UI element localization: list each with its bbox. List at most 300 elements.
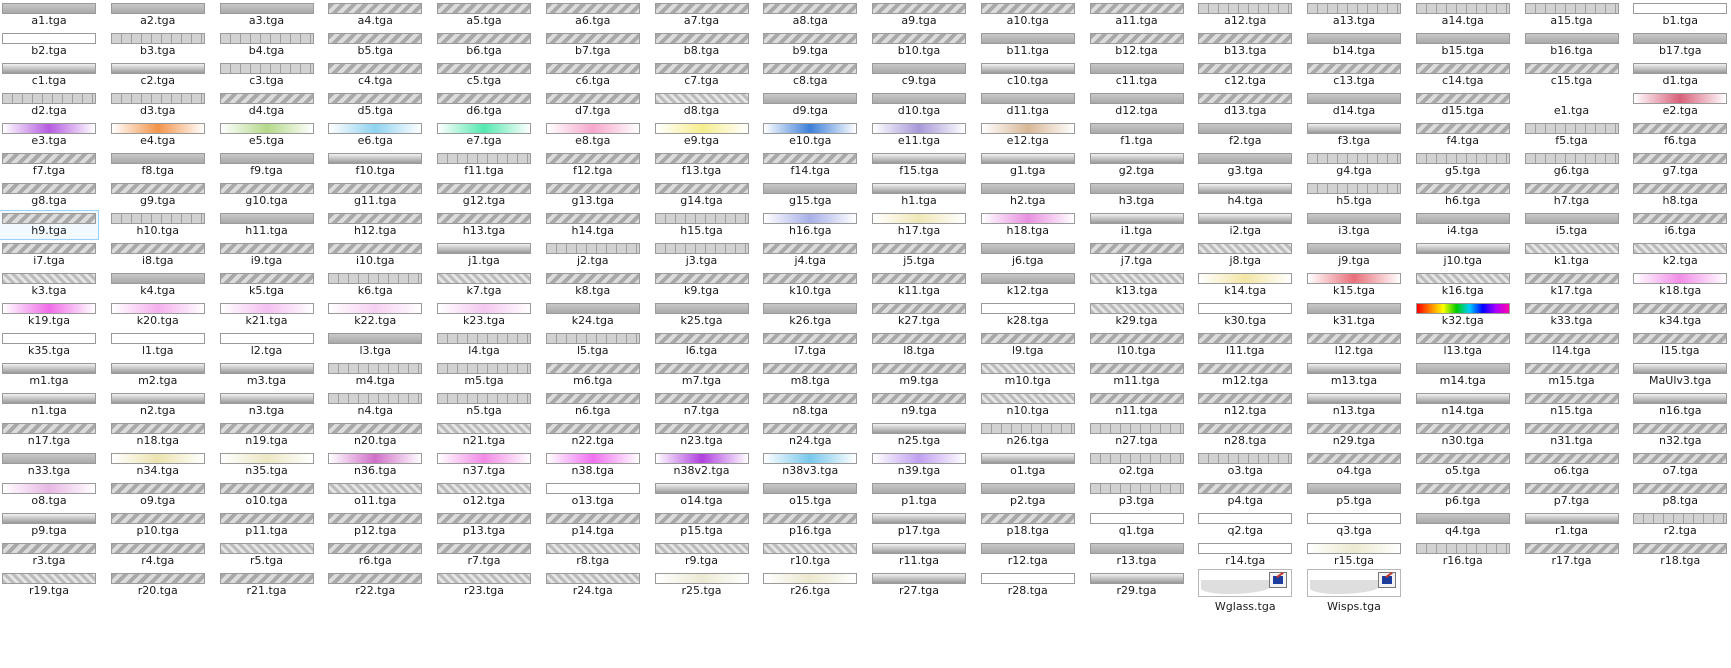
file-item[interactable]	[1088, 181, 1186, 209]
file-item[interactable]	[1631, 1, 1729, 29]
file-item[interactable]	[326, 361, 424, 389]
file-item[interactable]	[653, 511, 751, 539]
file-item[interactable]	[1414, 331, 1512, 359]
file-item[interactable]	[761, 1, 859, 29]
file-item[interactable]	[1196, 511, 1294, 539]
file-item[interactable]	[1305, 331, 1403, 359]
file-item[interactable]	[653, 211, 751, 239]
file-item[interactable]	[653, 1, 751, 29]
file-item[interactable]	[109, 391, 207, 419]
file-item[interactable]	[1088, 481, 1186, 509]
file-item[interactable]	[1523, 151, 1621, 179]
file-item[interactable]	[326, 391, 424, 419]
file-item[interactable]	[653, 121, 751, 149]
file-item[interactable]	[870, 271, 968, 299]
file-item[interactable]	[218, 451, 316, 479]
file-item[interactable]	[870, 121, 968, 149]
file-item[interactable]	[1631, 181, 1729, 209]
file-item[interactable]	[1196, 451, 1294, 479]
file-item[interactable]	[109, 151, 207, 179]
file-item[interactable]	[1414, 301, 1512, 329]
file-item[interactable]	[1088, 1, 1186, 29]
file-item[interactable]	[761, 271, 859, 299]
file-item[interactable]	[979, 211, 1077, 239]
file-item[interactable]	[1088, 121, 1186, 149]
file-item[interactable]	[218, 361, 316, 389]
file-item[interactable]	[0, 361, 98, 389]
file-item[interactable]	[218, 391, 316, 419]
file-item[interactable]	[870, 31, 968, 59]
file-item[interactable]	[218, 481, 316, 509]
file-item[interactable]	[1523, 451, 1621, 479]
file-item[interactable]	[218, 241, 316, 269]
file-item[interactable]	[653, 31, 751, 59]
file-item[interactable]	[1414, 61, 1512, 89]
file-item[interactable]	[1414, 451, 1512, 479]
file-item[interactable]	[1088, 61, 1186, 89]
file-item[interactable]	[1196, 211, 1294, 239]
file-item[interactable]	[435, 391, 533, 419]
file-item[interactable]	[544, 541, 642, 569]
file-item[interactable]	[218, 211, 316, 239]
file-item[interactable]	[979, 391, 1077, 419]
file-item[interactable]	[0, 61, 98, 89]
file-item[interactable]	[761, 541, 859, 569]
file-item[interactable]	[1196, 91, 1294, 119]
file-item[interactable]	[435, 511, 533, 539]
file-item[interactable]	[1523, 481, 1621, 509]
file-item[interactable]	[870, 511, 968, 539]
file-item[interactable]	[1088, 211, 1186, 239]
file-item[interactable]	[653, 481, 751, 509]
file-item[interactable]	[326, 241, 424, 269]
file-item[interactable]	[109, 181, 207, 209]
file-item[interactable]	[218, 121, 316, 149]
file-item[interactable]	[653, 331, 751, 359]
file-item[interactable]	[979, 571, 1077, 599]
file-item[interactable]	[1631, 541, 1729, 569]
file-item[interactable]	[1088, 511, 1186, 539]
file-item[interactable]	[326, 421, 424, 449]
file-item[interactable]	[1523, 241, 1621, 269]
file-item[interactable]	[1088, 241, 1186, 269]
file-item[interactable]	[0, 451, 98, 479]
file-item[interactable]	[218, 541, 316, 569]
file-item[interactable]	[544, 61, 642, 89]
file-item[interactable]	[326, 91, 424, 119]
file-item[interactable]	[544, 91, 642, 119]
file-item[interactable]	[870, 181, 968, 209]
file-item[interactable]	[1196, 271, 1294, 299]
file-item[interactable]	[326, 121, 424, 149]
file-item[interactable]	[435, 151, 533, 179]
file-item[interactable]	[0, 151, 98, 179]
file-item[interactable]	[1088, 361, 1186, 389]
file-item[interactable]	[761, 511, 859, 539]
file-item[interactable]	[1414, 91, 1512, 119]
file-item[interactable]	[1523, 211, 1621, 239]
file-item[interactable]	[435, 451, 533, 479]
file-item[interactable]	[1631, 271, 1729, 299]
file-item[interactable]	[1196, 421, 1294, 449]
file-item[interactable]	[653, 181, 751, 209]
file-item[interactable]	[653, 391, 751, 419]
file-item[interactable]	[326, 451, 424, 479]
file-item[interactable]	[653, 91, 751, 119]
file-item[interactable]	[0, 571, 98, 599]
file-item[interactable]	[979, 451, 1077, 479]
file-item[interactable]	[870, 211, 968, 239]
file-item[interactable]	[435, 271, 533, 299]
file-item[interactable]	[218, 1, 316, 29]
file-item[interactable]	[1414, 481, 1512, 509]
file-item[interactable]	[653, 451, 751, 479]
file-item[interactable]	[326, 511, 424, 539]
file-item[interactable]	[1631, 61, 1729, 89]
file-item[interactable]	[435, 361, 533, 389]
file-item[interactable]	[109, 271, 207, 299]
file-item[interactable]	[1088, 91, 1186, 119]
file-item[interactable]	[544, 571, 642, 599]
file-item[interactable]	[870, 91, 968, 119]
file-item[interactable]	[326, 331, 424, 359]
file-item[interactable]	[1196, 361, 1294, 389]
file-item[interactable]	[1305, 211, 1403, 239]
file-item[interactable]	[1631, 301, 1729, 329]
file-item[interactable]	[218, 571, 316, 599]
file-item[interactable]	[109, 541, 207, 569]
file-item[interactable]	[1305, 361, 1403, 389]
file-item[interactable]	[761, 181, 859, 209]
file-item[interactable]	[1631, 211, 1729, 239]
file-item[interactable]	[1631, 31, 1729, 59]
file-item[interactable]	[0, 301, 98, 329]
file-item[interactable]	[1414, 361, 1512, 389]
file-item[interactable]	[1196, 181, 1294, 209]
file-item[interactable]	[435, 211, 533, 239]
file-item[interactable]	[1631, 451, 1729, 479]
file-item[interactable]	[1414, 241, 1512, 269]
file-item[interactable]	[109, 331, 207, 359]
file-item[interactable]	[326, 211, 424, 239]
file-item[interactable]	[979, 121, 1077, 149]
file-item[interactable]	[1631, 151, 1729, 179]
file-item[interactable]	[1631, 511, 1729, 539]
file-item[interactable]	[979, 271, 1077, 299]
file-item[interactable]	[870, 391, 968, 419]
file-item[interactable]	[1523, 181, 1621, 209]
file-item[interactable]	[870, 481, 968, 509]
file-item[interactable]	[1414, 211, 1512, 239]
file-item[interactable]	[1523, 541, 1621, 569]
file-item[interactable]	[544, 181, 642, 209]
file-item[interactable]	[979, 241, 1077, 269]
file-item[interactable]	[653, 241, 751, 269]
file-item[interactable]	[218, 31, 316, 59]
file-item[interactable]	[979, 361, 1077, 389]
file-item[interactable]	[979, 541, 1077, 569]
file-item[interactable]	[1523, 301, 1621, 329]
file-item[interactable]	[109, 91, 207, 119]
file-item[interactable]	[109, 211, 207, 239]
file-item[interactable]	[109, 571, 207, 599]
file-item[interactable]	[326, 541, 424, 569]
file-item[interactable]	[1196, 241, 1294, 269]
file-item[interactable]	[1414, 271, 1512, 299]
file-item[interactable]	[979, 331, 1077, 359]
file-item[interactable]	[1305, 569, 1403, 613]
file-item[interactable]	[979, 91, 1077, 119]
file-item[interactable]	[109, 121, 207, 149]
file-item[interactable]	[109, 511, 207, 539]
file-item[interactable]	[1305, 481, 1403, 509]
file-item[interactable]	[1523, 31, 1621, 59]
file-item[interactable]	[1523, 271, 1621, 299]
file-item[interactable]	[0, 1, 98, 29]
file-item[interactable]	[979, 301, 1077, 329]
file-item[interactable]	[218, 511, 316, 539]
file-item[interactable]	[435, 121, 533, 149]
file-item[interactable]	[1631, 121, 1729, 149]
file-item[interactable]	[870, 151, 968, 179]
file-item[interactable]	[0, 91, 98, 119]
file-item[interactable]	[653, 541, 751, 569]
file-item[interactable]	[1196, 301, 1294, 329]
file-item[interactable]	[1523, 421, 1621, 449]
file-item[interactable]	[218, 421, 316, 449]
file-item[interactable]	[1523, 91, 1621, 119]
file-item[interactable]	[1305, 91, 1403, 119]
file-item[interactable]	[979, 511, 1077, 539]
file-item[interactable]	[326, 301, 424, 329]
file-item[interactable]	[1088, 451, 1186, 479]
file-item[interactable]	[0, 331, 98, 359]
file-item[interactable]	[544, 421, 642, 449]
file-item[interactable]	[761, 241, 859, 269]
file-item[interactable]	[870, 361, 968, 389]
file-item[interactable]	[1523, 361, 1621, 389]
file-item[interactable]	[218, 61, 316, 89]
file-item[interactable]	[1305, 1, 1403, 29]
file-item[interactable]	[870, 241, 968, 269]
file-item[interactable]	[1196, 331, 1294, 359]
file-item[interactable]	[0, 121, 98, 149]
file-item[interactable]	[0, 211, 98, 239]
file-item[interactable]	[1414, 31, 1512, 59]
file-item[interactable]	[1631, 331, 1729, 359]
file-item[interactable]	[979, 61, 1077, 89]
file-item[interactable]	[544, 241, 642, 269]
file-item[interactable]	[1196, 541, 1294, 569]
file-item[interactable]	[1196, 121, 1294, 149]
file-item[interactable]	[1088, 571, 1186, 599]
file-item[interactable]	[1088, 151, 1186, 179]
file-item[interactable]	[761, 361, 859, 389]
file-item[interactable]	[1305, 511, 1403, 539]
file-item[interactable]	[435, 541, 533, 569]
file-item[interactable]	[109, 421, 207, 449]
file-item[interactable]	[0, 181, 98, 209]
file-item[interactable]	[761, 211, 859, 239]
file-item[interactable]	[326, 1, 424, 29]
file-item[interactable]	[1305, 271, 1403, 299]
file-item[interactable]	[761, 421, 859, 449]
file-item[interactable]	[544, 391, 642, 419]
file-item[interactable]	[761, 331, 859, 359]
file-item[interactable]	[1196, 31, 1294, 59]
file-item[interactable]	[218, 301, 316, 329]
file-item[interactable]	[1414, 511, 1512, 539]
file-item[interactable]	[870, 541, 968, 569]
file-item[interactable]	[1305, 31, 1403, 59]
file-item[interactable]	[653, 571, 751, 599]
file-item[interactable]	[0, 541, 98, 569]
file-item[interactable]	[761, 91, 859, 119]
file-item[interactable]	[544, 151, 642, 179]
file-item[interactable]	[761, 301, 859, 329]
file-item[interactable]	[761, 151, 859, 179]
file-item[interactable]	[1305, 241, 1403, 269]
file-item[interactable]	[761, 391, 859, 419]
file-item[interactable]	[544, 271, 642, 299]
file-item[interactable]	[435, 61, 533, 89]
file-item[interactable]	[1305, 391, 1403, 419]
file-item[interactable]	[1414, 181, 1512, 209]
file-item[interactable]	[1196, 569, 1294, 613]
file-item[interactable]	[761, 451, 859, 479]
file-item[interactable]	[1196, 151, 1294, 179]
file-item[interactable]	[1523, 331, 1621, 359]
file-item[interactable]	[218, 91, 316, 119]
file-item[interactable]	[761, 571, 859, 599]
file-item[interactable]	[218, 181, 316, 209]
file-item[interactable]	[1414, 391, 1512, 419]
file-item[interactable]	[653, 61, 751, 89]
file-item[interactable]	[870, 451, 968, 479]
file-item[interactable]	[326, 151, 424, 179]
file-item[interactable]	[870, 301, 968, 329]
file-item[interactable]	[1088, 331, 1186, 359]
file-item[interactable]	[979, 1, 1077, 29]
file-item[interactable]	[435, 421, 533, 449]
file-item[interactable]	[326, 271, 424, 299]
file-item[interactable]	[1088, 391, 1186, 419]
file-item[interactable]	[1196, 481, 1294, 509]
file-item[interactable]	[218, 151, 316, 179]
file-item[interactable]	[1196, 1, 1294, 29]
file-item[interactable]	[870, 61, 968, 89]
file-item[interactable]	[544, 211, 642, 239]
file-item[interactable]	[544, 121, 642, 149]
file-item[interactable]	[761, 121, 859, 149]
file-item[interactable]	[326, 481, 424, 509]
file-item[interactable]	[1631, 241, 1729, 269]
file-item[interactable]	[870, 571, 968, 599]
file-item[interactable]	[109, 481, 207, 509]
file-item[interactable]	[1305, 301, 1403, 329]
file-item[interactable]	[979, 151, 1077, 179]
file-item[interactable]	[1088, 301, 1186, 329]
file-item[interactable]	[544, 331, 642, 359]
file-item[interactable]	[1631, 361, 1729, 389]
file-item[interactable]	[761, 481, 859, 509]
file-item[interactable]	[1305, 451, 1403, 479]
file-item[interactable]	[218, 271, 316, 299]
file-item[interactable]	[435, 481, 533, 509]
file-item[interactable]	[544, 511, 642, 539]
file-item[interactable]	[870, 331, 968, 359]
file-item[interactable]	[544, 361, 642, 389]
file-item[interactable]	[761, 31, 859, 59]
file-item[interactable]	[1414, 1, 1512, 29]
file-item[interactable]	[0, 481, 98, 509]
file-item[interactable]	[979, 421, 1077, 449]
file-item[interactable]	[435, 241, 533, 269]
file-item[interactable]	[979, 181, 1077, 209]
file-item[interactable]	[653, 151, 751, 179]
file-item[interactable]	[435, 331, 533, 359]
file-item[interactable]	[0, 421, 98, 449]
file-item[interactable]	[435, 301, 533, 329]
file-item[interactable]	[109, 361, 207, 389]
file-item[interactable]	[1088, 31, 1186, 59]
file-item[interactable]	[1088, 541, 1186, 569]
file-item[interactable]	[0, 241, 98, 269]
file-item[interactable]	[1305, 121, 1403, 149]
file-item[interactable]	[870, 1, 968, 29]
file-item[interactable]	[1414, 541, 1512, 569]
file-item[interactable]	[1631, 91, 1729, 119]
file-item[interactable]	[1631, 481, 1729, 509]
file-item[interactable]	[1631, 391, 1729, 419]
file-item[interactable]	[1414, 421, 1512, 449]
file-item[interactable]	[109, 451, 207, 479]
file-item[interactable]	[1523, 1, 1621, 29]
file-item[interactable]	[653, 361, 751, 389]
file-item[interactable]	[870, 421, 968, 449]
file-item[interactable]	[1414, 151, 1512, 179]
file-item[interactable]	[435, 181, 533, 209]
file-item[interactable]	[761, 61, 859, 89]
file-item[interactable]	[1631, 421, 1729, 449]
file-item[interactable]	[0, 271, 98, 299]
file-item[interactable]	[1305, 181, 1403, 209]
file-item[interactable]	[544, 1, 642, 29]
file-item[interactable]	[1196, 391, 1294, 419]
file-item[interactable]	[435, 571, 533, 599]
file-item[interactable]	[653, 421, 751, 449]
file-item[interactable]	[435, 31, 533, 59]
file-item[interactable]	[0, 391, 98, 419]
file-item[interactable]	[326, 31, 424, 59]
file-item[interactable]	[435, 1, 533, 29]
file-item[interactable]	[1523, 121, 1621, 149]
file-item[interactable]	[544, 31, 642, 59]
file-item[interactable]	[1523, 511, 1621, 539]
file-item[interactable]	[1305, 421, 1403, 449]
file-item[interactable]	[1414, 121, 1512, 149]
file-item[interactable]	[1088, 271, 1186, 299]
file-item[interactable]	[109, 1, 207, 29]
file-item[interactable]	[326, 181, 424, 209]
file-item[interactable]	[653, 271, 751, 299]
file-item[interactable]	[0, 31, 98, 59]
file-item[interactable]	[979, 31, 1077, 59]
file-item[interactable]	[1305, 151, 1403, 179]
file-item[interactable]	[109, 61, 207, 89]
file-item[interactable]	[653, 301, 751, 329]
file-item[interactable]	[326, 61, 424, 89]
